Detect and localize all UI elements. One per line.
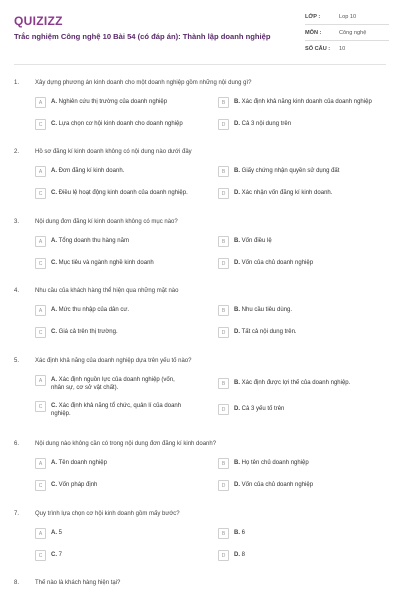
quizizz-logo[interactable]: QUIZIZZ <box>14 14 63 28</box>
option-letter: C <box>35 480 46 491</box>
question-7 <box>14 511 390 559</box>
option-c[interactable] <box>35 188 210 199</box>
option-a[interactable] <box>35 528 210 539</box>
option-d[interactable] <box>218 480 390 491</box>
question-number: 8. <box>14 580 20 586</box>
option-letter: B <box>218 528 229 539</box>
option-letter: D <box>218 258 229 269</box>
question-text: Thế nào là khách hàng hiện tại? <box>35 580 121 586</box>
question-6 <box>14 441 390 489</box>
option-letter: A <box>35 458 46 469</box>
option-letter: C <box>35 550 46 561</box>
meta-value: 10 <box>339 45 346 52</box>
question-number: 4. <box>14 288 20 294</box>
option-text: A. 5 <box>51 529 63 536</box>
option-letter: B <box>218 166 229 177</box>
option-b[interactable] <box>218 528 390 539</box>
option-text: D. Cả 3 yếu tố trên <box>234 405 285 412</box>
option-b[interactable] <box>218 458 390 469</box>
meta-label: LỚP : <box>305 13 321 20</box>
option-a[interactable] <box>35 458 210 469</box>
option-d[interactable] <box>218 119 390 130</box>
option-text: D. Vốn của chủ doanh nghiệp <box>234 481 314 488</box>
option-letter: D <box>218 119 229 130</box>
option-text: B. Giấy chứng nhận quyền sử dụng đất <box>234 167 340 174</box>
option-text: B. Vốn điều lệ <box>234 237 272 244</box>
option-text: C. 7 <box>51 551 63 558</box>
question-text: Quy trình lựa chọn cơ hội kinh doanh gồm mấy bước? <box>35 511 180 517</box>
option-text: C. Điều lệ hoạt động kinh doanh của doanh nghiệp. <box>51 189 188 196</box>
option-letter: B <box>218 378 229 389</box>
option-letter: C <box>35 401 46 412</box>
meta-label: MÔN : <box>305 29 322 36</box>
option-text: D. Tất cả nội dung trên. <box>234 328 297 335</box>
question-4 <box>14 288 390 336</box>
option-c[interactable] <box>35 550 210 561</box>
question-text: Hồ sơ đăng kí kinh doanh không có nội dung nào dưới đây <box>35 149 192 155</box>
option-letter: A <box>35 375 46 386</box>
question-1 <box>14 80 390 128</box>
option-text: D. 8 <box>234 551 246 558</box>
option-text: C. Giá cả trên thị trường. <box>51 328 118 335</box>
meta-row-class <box>305 9 389 25</box>
option-letter: C <box>35 188 46 199</box>
question-text: Xác định khả năng của doanh nghiệp dựa trên yếu tố nào? <box>35 358 192 364</box>
question-number: 2. <box>14 149 20 155</box>
option-b[interactable] <box>218 378 390 389</box>
option-letter: D <box>218 188 229 199</box>
option-letter: C <box>35 258 46 269</box>
option-text: A. Đơn đăng kí kinh doanh. <box>51 167 125 174</box>
option-letter: A <box>35 97 46 108</box>
option-b[interactable] <box>218 236 390 247</box>
question-8 <box>14 580 390 586</box>
question-text: Nội dung đơn đăng kí kinh doanh không có mục nào? <box>35 219 178 225</box>
option-c[interactable] <box>35 119 210 130</box>
meta-row-count <box>305 41 389 56</box>
option-d[interactable] <box>218 404 390 415</box>
meta-table <box>305 9 389 56</box>
option-letter: A <box>35 305 46 316</box>
option-c[interactable] <box>35 401 185 418</box>
question-3 <box>14 219 390 267</box>
option-text: A. Xác định nguồn lực của doanh nghiệp (vốn, nhân sự, cơ sở vật chất). <box>51 376 175 391</box>
option-a[interactable] <box>35 236 210 247</box>
option-d[interactable] <box>218 550 390 561</box>
header-divider <box>14 64 386 65</box>
question-5 <box>14 358 390 417</box>
option-c[interactable] <box>35 258 210 269</box>
option-letter: D <box>218 480 229 491</box>
option-a[interactable] <box>35 305 210 316</box>
option-text: A. Mức thu nhập của dân cư. <box>51 306 130 313</box>
option-letter: D <box>218 550 229 561</box>
option-text: C. Xác định khả năng tổ chức, quản lí của doanh nghiệp. <box>51 402 182 417</box>
option-c[interactable] <box>35 327 210 338</box>
option-letter: B <box>218 97 229 108</box>
question-number: 7. <box>14 511 20 517</box>
meta-value: Công nghệ <box>339 29 367 36</box>
option-text: B. 6 <box>234 529 246 536</box>
option-text: C. Mục tiêu và ngành nghề kinh doanh <box>51 259 154 266</box>
option-text: C. Lựa chọn cơ hội kinh doanh cho doanh nghiệp <box>51 120 183 127</box>
question-number: 3. <box>14 219 20 225</box>
meta-row-subject <box>305 25 389 41</box>
option-a[interactable] <box>35 375 185 392</box>
option-letter: A <box>35 528 46 539</box>
option-d[interactable] <box>218 258 390 269</box>
option-text: B. Xác định khả năng kinh doanh của doanh nghiệp <box>234 98 372 105</box>
question-number: 5. <box>14 358 20 364</box>
option-text: A. Nghiên cứu thị trường của doanh nghiệp <box>51 98 168 105</box>
option-a[interactable] <box>35 97 210 108</box>
option-text: A. Tổng doanh thu hàng năm <box>51 237 129 244</box>
option-letter: D <box>218 404 229 415</box>
option-letter: A <box>35 166 46 177</box>
page-title: Trắc nghiệm Công nghệ 10 Bài 54 (có đáp án): Thành lập doanh nghiệp <box>14 32 271 41</box>
option-b[interactable] <box>218 166 390 177</box>
option-text: A. Tên doanh nghiệp <box>51 459 107 466</box>
question-number: 1. <box>14 80 20 86</box>
option-b[interactable] <box>218 305 390 316</box>
option-a[interactable] <box>35 166 210 177</box>
question-text: Xây dựng phương án kinh doanh cho một doanh nghiệp gồm những nội dung gì? <box>35 80 252 86</box>
question-text: Nhu cầu của khách hàng thể hiện qua những mặt nào <box>35 288 179 294</box>
option-d[interactable] <box>218 327 390 338</box>
option-letter: B <box>218 236 229 247</box>
option-d[interactable] <box>218 188 390 199</box>
option-text: D. Cả 3 nội dung trên <box>234 120 292 127</box>
question-text: Nội dung nào không cần có trong nội dung đơn đăng kí kinh doanh? <box>35 441 217 447</box>
header <box>0 0 400 64</box>
meta-value: Lop 10 <box>339 13 357 20</box>
question-2 <box>14 149 390 197</box>
option-letter: D <box>218 327 229 338</box>
option-c[interactable] <box>35 480 210 491</box>
option-b[interactable] <box>218 97 390 108</box>
option-text: D. Xác nhận vốn đăng kí kinh doanh. <box>234 189 333 196</box>
option-text: D. Vốn của chủ doanh nghiệp <box>234 259 314 266</box>
option-letter: B <box>218 305 229 316</box>
option-text: B. Xác định được lợi thế của doanh nghiệp. <box>234 379 351 386</box>
question-number: 6. <box>14 441 20 447</box>
option-letter: C <box>35 119 46 130</box>
option-text: C. Vốn pháp định <box>51 481 98 488</box>
option-text: B. Họ tên chủ doanh nghiệp <box>234 459 309 466</box>
option-letter: C <box>35 327 46 338</box>
option-letter: A <box>35 236 46 247</box>
option-letter: B <box>218 458 229 469</box>
option-text: B. Nhu cầu tiêu dùng. <box>234 306 293 313</box>
meta-label: SỐ CÂU : <box>305 45 331 52</box>
